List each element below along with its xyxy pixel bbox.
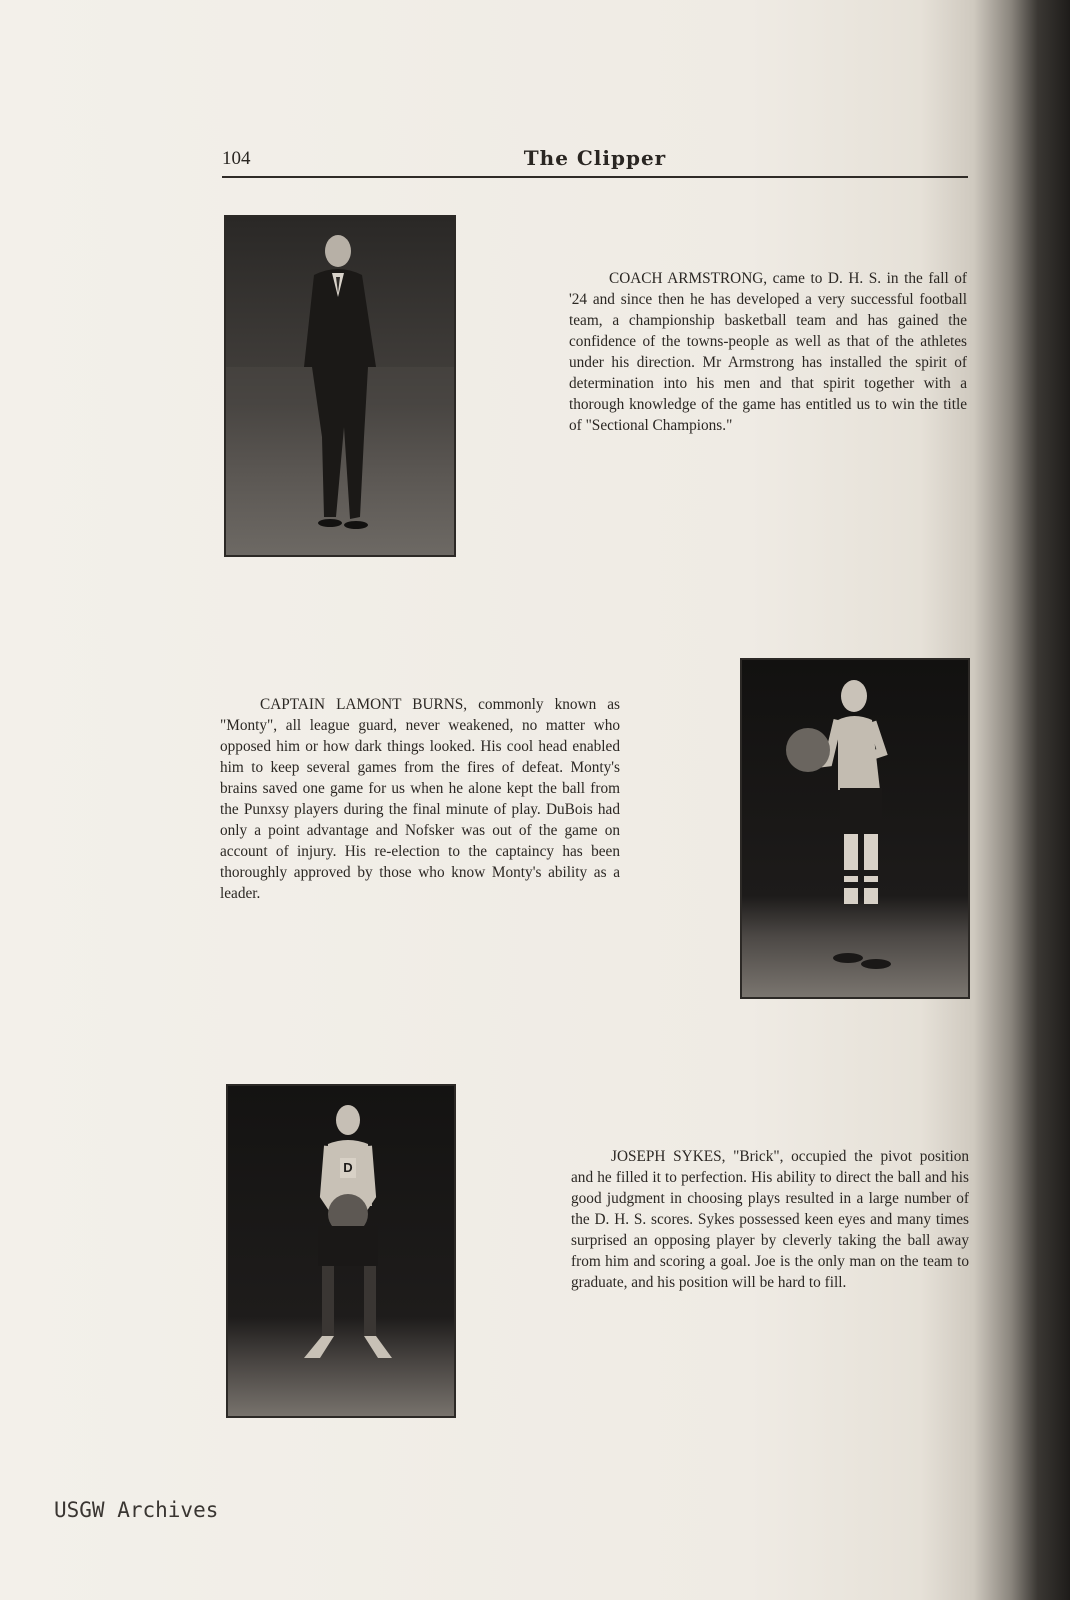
coach-armstrong-photo: [224, 215, 456, 557]
jersey-letter: D: [343, 1160, 353, 1175]
coach-armstrong-caption: COACH ARMSTRONG, came to D. H. S. in the fall of '24 and since then he has developed a very successful football team, a championship basketball team and has gained the confidence of the towns-people as well as that of the athletes under his direction. Mr Armstrong has installed the spirit of determination into his men and that spirit together with a thorough knowledge of the game has entitled us to win the title of "Sectional Champions.": [569, 270, 967, 434]
running-header: [222, 146, 968, 178]
archive-watermark: USGW Archives: [54, 1498, 219, 1522]
joseph-sykes-photo: [226, 1084, 456, 1418]
running-title: The Clipper: [523, 146, 667, 170]
page-number: 104: [222, 148, 251, 169]
captain-burns-caption: CAPTAIN LAMONT BURNS, commonly known as "Monty", all league guard, never weakened, no matter who opposed him or how dark things looked. His cool head enabled him to keep several games from the fires of defeat. Monty's brains saved one game for us when he alone kept the ball from the Punxsy players during the final minute of play. DuBois had only a point advantage and Nofsker was out of the game on account of injury. His re-election to the captaincy has been thoroughly approved by those who know Monty's ability as a leader.: [220, 696, 620, 902]
joseph-sykes-caption: JOSEPH SYKES, "Brick", occupied the pivot position and he filled it to perfection. His ability to direct the ball and his good judgment in choosing plays resulted in a large number of the D. H. S. scores. Sykes possessed keen eyes and many times surprised an opposing player by cleverly taking the ball away from him and scoring a goal. Joe is the only man on the team to graduate, and his position will be hard to fill.: [571, 1148, 969, 1291]
captain-burns-photo: [740, 658, 970, 999]
